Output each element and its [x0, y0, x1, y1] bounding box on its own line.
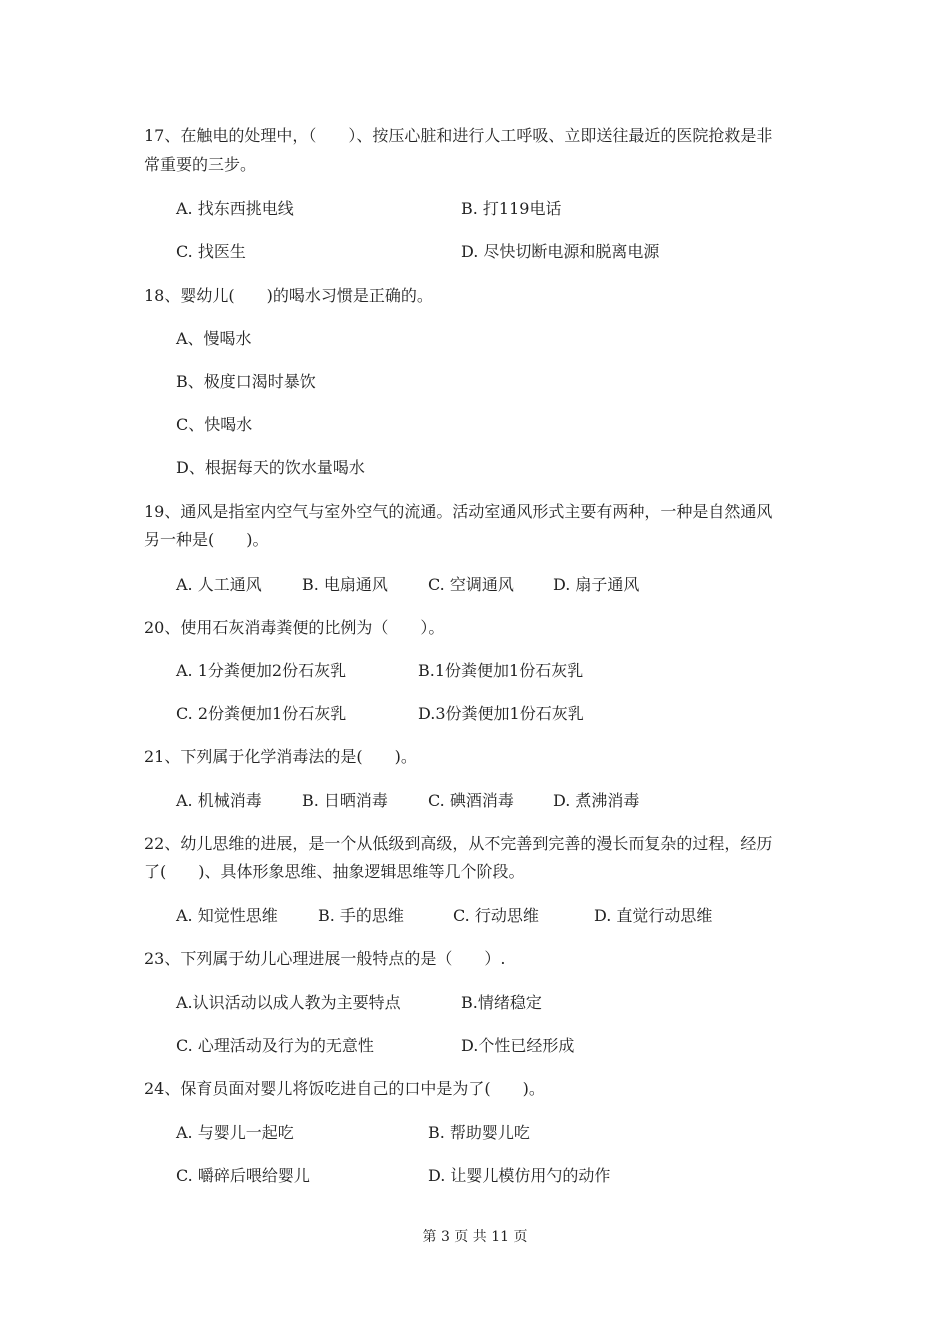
question-18-text: 18、婴幼儿( )的喝水习惯是正确的。 [144, 286, 433, 305]
question-19-option-b: B. 电扇通风 [302, 575, 388, 594]
question-24-text: 24、保育员面对婴儿将饭吃进自己的口中是为了( )。 [144, 1079, 545, 1098]
question-24-option-c: C. 嚼碎后喂给婴儿 [176, 1166, 310, 1185]
question-21-text: 21、下列属于化学消毒法的是( )。 [144, 747, 417, 766]
question-24-option-b: B. 帮助婴儿吃 [428, 1123, 530, 1142]
question-22-option-a: A. 知觉性思维 [176, 906, 278, 925]
question-19-option-c: C. 空调通风 [428, 575, 514, 594]
question-22-option-c: C. 行动思维 [453, 906, 539, 925]
question-23-option-a: A.认识活动以成人教为主要特点 [176, 993, 401, 1012]
question-19-option-d: D. 扇子通风 [553, 575, 640, 594]
question-22-option-d: D. 直觉行动思维 [594, 906, 713, 925]
question-17-option-a: A. 找东西挑电线 [176, 199, 294, 218]
question-23-option-b: B.情绪稳定 [461, 993, 542, 1012]
page-number-footer: 第 3 页 共 11 页 [422, 1229, 528, 1245]
question-17-option-c: C. 找医生 [176, 242, 246, 261]
question-20-option-b: B.1份粪便加1份石灰乳 [418, 661, 584, 680]
question-19-text-line1: 19、通风是指室内空气与室外空气的流通。活动室通风形式主要有两种，一种是自然通风 [144, 502, 773, 521]
question-20-option-c: C. 2份粪便加1份石灰乳 [176, 704, 347, 723]
question-21-option-c: C. 碘酒消毒 [428, 791, 514, 810]
question-17-option-b: B. 打119电话 [461, 199, 562, 218]
question-20-text: 20、使用石灰消毒粪便的比例为（ ）。 [144, 618, 445, 637]
question-24-option-a: A. 与婴儿一起吃 [176, 1123, 294, 1142]
question-18-option-d: D、根据每天的饮水量喝水 [176, 458, 365, 477]
question-22-option-b: B. 手的思维 [318, 906, 404, 925]
question-23-option-d: D.个性已经形成 [461, 1036, 575, 1055]
question-18-option-c: C、快喝水 [176, 415, 253, 434]
question-22-text-line2: 了( )、具体形象思维、抽象逻辑思维等几个阶段。 [144, 862, 525, 881]
question-21-option-d: D. 煮沸消毒 [553, 791, 640, 810]
question-18-option-a: A、慢喝水 [176, 329, 252, 348]
question-21-option-a: A. 机械消毒 [176, 791, 262, 810]
question-17-option-d: D. 尽快切断电源和脱离电源 [461, 242, 660, 261]
question-17-text-line2: 常重要的三步。 [144, 155, 257, 174]
question-22-text-line1: 22、幼儿思维的进展，是一个从低级到高级，从不完善到完善的漫长而复杂的过程，经历 [144, 834, 773, 853]
question-21-option-b: B. 日晒消毒 [302, 791, 388, 810]
question-18-option-b: B、极度口渴时暴饮 [176, 372, 316, 391]
question-17-text-line1: 17、在触电的处理中，（ ）、按压心脏和进行人工呼吸、立即送往最近的医院抢救是非 [144, 126, 773, 145]
question-23-option-c: C. 心理活动及行为的无意性 [176, 1036, 374, 1055]
question-24-option-d: D. 让婴儿模仿用勺的动作 [428, 1166, 611, 1185]
question-20-option-d: D.3份粪便加1份石灰乳 [418, 704, 584, 723]
question-23-text: 23、下列属于幼儿心理进展一般特点的是（ ）. [144, 949, 506, 968]
question-19-text-line2: 另一种是( )。 [144, 530, 269, 549]
question-20-option-a: A. 1分粪便加2份石灰乳 [176, 661, 347, 680]
question-19-option-a: A. 人工通风 [176, 575, 262, 594]
